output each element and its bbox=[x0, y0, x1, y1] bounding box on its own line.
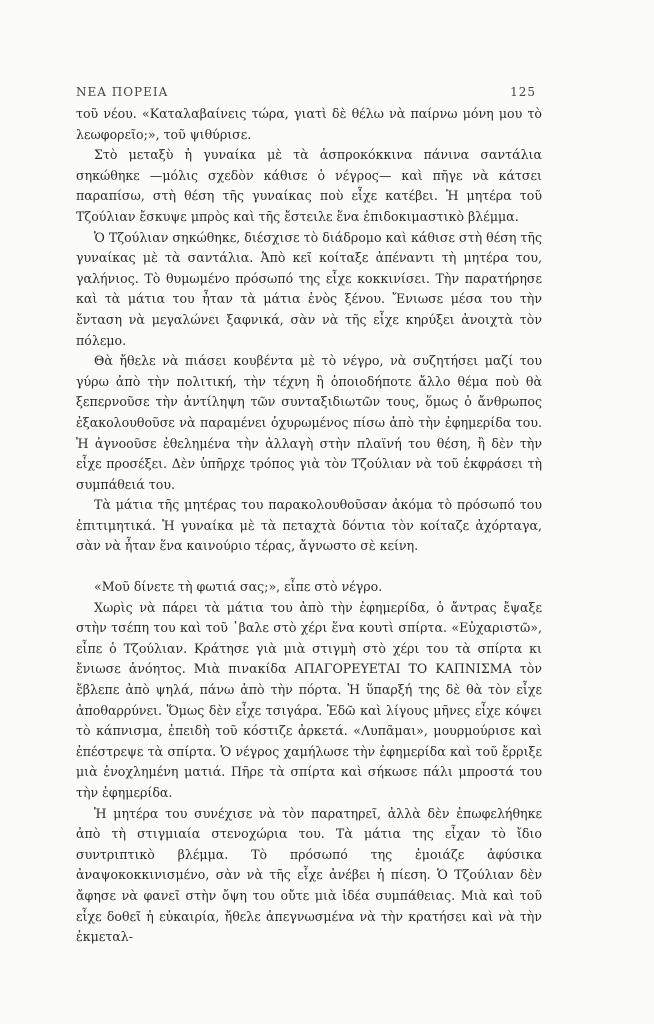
running-head bbox=[76, 85, 536, 99]
paragraph: «Μοῦ δίνετε τὴ φωτιά σας;», εἶπε στὸ νέγρο. bbox=[94, 579, 383, 595]
paragraph: Ἡ μητέρα του συνέχισε νὰ τὸν παρατηρεῖ, ἀλλὰ δὲν ἐπωφελήθηκε ἀπὸ τὴ στιγμιαία στενοχώρια του. Τὰ μάτια της εἶχαν τὸ ἴδιο συντριπτικὸ βλέμμα. Τὸ πρόσωπό της ἐμοιάζε ἀφύσικα ἀναψοκοκκινισμένο, σὰν νὰ τῆς εἶχε ἀνέβει ἡ πίεση. Ὁ Τζούλιαν δὲν ἄφησε νὰ φανεῖ στὴν ὄψη του οὔτε μιὰ ἰδέα συμπάθειας. Μιὰ καὶ τοῦ εἶχε δοθεῖ ἡ εὐκαιρία, ἤθελε ἀπεγνωσμένα νὰ τὴν κρατήσει καὶ νὰ τὴν ἐκμεταλ- bbox=[76, 805, 542, 945]
paragraph: Θὰ ἤθελε νὰ πιάσει κουβέντα μὲ τὸ νέγρο, νὰ συζητήσει μαζί του γύρω ἀπὸ τὴν πολιτική, τὴν τέχνη ἢ ὁποιοδήποτε ἄλλο θέμα ποὺ θὰ ξεπερνοῦσε τὴν ἀντίληψη τῶν συνταξιδιωτῶν τους, ὅμως ὁ ἄνθρωπος ἐξακολουθοῦσε νὰ παραμένει ὀχυρωμένος πίσω ἀπὸ τὴν ἐφημερίδα του. Ἡ ἀγνοοῦσε ἐθελημένα τὴν ἀλλαγὴ στὴν πλαϊνή του θέση, ἢ δὲν τὴν εἶχε προσέξει. Δὲν ὑπῆρχε τρόπος γιὰ τὸν Τζούλιαν νὰ τοῦ ἐκφράσει τὴ συμπάθειά του. bbox=[76, 353, 542, 492]
paragraph: Χωρὶς νὰ πάρει τὰ μάτια του ἀπὸ τὴν ἐφημερίδα, ὁ ἄντρας ἔψαξε στὴν τσέπη του καὶ τοῦ ᾽βαλε στὸ χέρι ἕνα κουτὶ σπίρτα. «Εὐχαριστῶ», εἶπε ὁ Τζούλιαν. Κράτησε γιὰ μιὰ στιγμὴ στὸ χέρι του τὰ σπίρτα κι ἔνιωσε ἀνόητος. Μιὰ πινακίδα ΑΠΑΓΟΡΕΥΕΤΑΙ ΤΟ ΚΑΠΝΙΣΜΑ τὸν ἔβλεπε ἀπὸ ψηλά, πάνω ἀπὸ τὴν πόρτα. Ἡ ὕπαρξή της δὲ θὰ τὸν εἶχε ἀποθαρρύνει. Ὅμως δὲν εἶχε τσιγάρα. Ἐδῶ καὶ λίγους μῆνες εἶχε κόψει τὸ κάπνισμα, ἐπειδὴ τοῦ κόστιζε ἀρκετά. «Λυπᾶμαι», μουρμούρισε καὶ ἐπέστρεψε τὰ σπίρτα. Ὁ νέγρος χαμήλωσε τὴν ἐφημερίδα καὶ τοῦ ἔρριξε μιὰ ἐνοχλημένη ματιά. Πῆρε τὰ σπίρτα καὶ σήκωσε πάλι μπροστά του τὴν ἐφημερίδα. bbox=[76, 599, 542, 800]
paragraph: Στὸ μεταξὺ ἡ γυναίκα μὲ τὰ ἀσπροκόκκινα πάνινα σαντάλια σηκώθηκε —μόλις σχεδὸν κάθισε ὁ νέγρος— καὶ πῆγε νὰ κάτσει παραπίσω, στὴ θέση τῆς γυναίκας ποὺ εἶχε κατέβει. Ἡ μητέρα τοῦ Τζούλιαν ἔσκυψε μπρὸς καὶ τῆς ἔστειλε ἕνα ἐπιδοκιμαστικὸ βλέμμα. bbox=[76, 147, 542, 224]
paragraph: Ὁ Τζούλιαν σηκώθηκε, διέσχισε τὸ διάδρομο καὶ κάθισε στὴ θέση τῆς γυναίκας μὲ τὰ σαντάλια. Ἀπὸ κεῖ κοίταξε ἀπέναντι τὴ μητέρα του, γαλήνιος. Τὸ θυμωμένο πρόσωπό της εἶχε κοκκινίσει. Τὴν παρατήρησε καὶ τὰ μάτια του ἦταν τὰ μάτια ἑνὸς ξένου. Ἔνιωσε μέσα του τὴν ἔνταση νὰ μεγαλώνει ξαφνικά, σὰν νὰ τῆς εἶχε κηρύξει ἀνοιχτὰ τὸν πόλεμο. bbox=[76, 229, 542, 348]
page-number: 125 bbox=[510, 85, 536, 99]
paragraph: Τὰ μάτια τῆς μητέρας του παρακολουθοῦσαν ἀκόμα τὸ πρόσωπό του ἐπιτιμητικά. Ἡ γυναίκα μὲ τὰ πεταχτὰ δόντια τὸν κοίταζε ἀχόρταγα, σὰν νὰ ἦταν ἕνα καινούριο τέρας, ἄγνωστο σὲ κείνη. bbox=[76, 497, 542, 554]
paragraph: τοῦ νέου. «Καταλαβαίνεις τώρα, γιατὶ δὲ θέλω νὰ παίρνω μόνη μου τὸ λεωφορεῖο;», τοῦ ψιθύρισε. bbox=[76, 106, 542, 142]
body-text bbox=[76, 104, 542, 948]
running-title: ΝΕΑ ΠΟΡΕΙΑ bbox=[76, 85, 169, 99]
